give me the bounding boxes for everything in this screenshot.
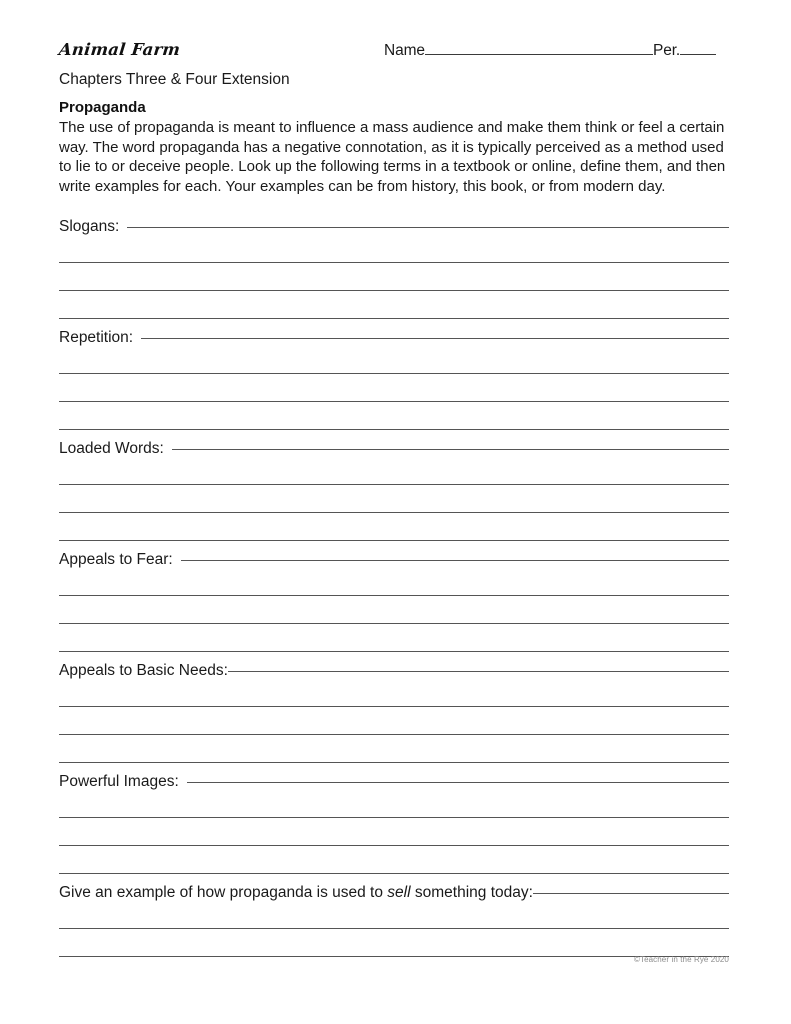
answer-blank-line[interactable] <box>59 845 729 846</box>
answer-blank-line[interactable] <box>59 429 729 430</box>
prompt-label: Give an example of how propaganda is used to sell something today: <box>59 884 533 901</box>
answer-blank-line[interactable] <box>59 651 729 652</box>
worksheet-header <box>59 40 729 66</box>
answer-blank-line[interactable] <box>59 262 729 263</box>
prompt-group <box>59 884 729 906</box>
prompt-label: Powerful Images: <box>59 773 179 790</box>
answer-blank-line[interactable] <box>59 401 729 402</box>
prompt-group <box>59 440 729 462</box>
prompt-row <box>59 884 729 906</box>
answer-rule[interactable] <box>533 893 729 894</box>
answer-blank-line[interactable] <box>59 512 729 513</box>
prompt-row <box>59 440 729 462</box>
prompt-row <box>59 662 729 684</box>
prompt-label: Repetition: <box>59 329 134 346</box>
prompt-group <box>59 551 729 573</box>
worksheet-content <box>59 0 729 1024</box>
answer-rule[interactable] <box>181 560 729 561</box>
answer-rule[interactable] <box>228 671 729 672</box>
prompt-label: Loaded Words: <box>59 440 164 457</box>
answer-blank-line[interactable] <box>59 290 729 291</box>
worksheet-subtitle: Chapters Three & Four Extension <box>59 71 290 88</box>
answer-blank-line[interactable] <box>59 928 729 929</box>
prompt-row <box>59 773 729 795</box>
answer-blank-line[interactable] <box>59 734 729 735</box>
answer-blank-line[interactable] <box>59 873 729 874</box>
footer-copyright: ©Teacher in the Rye 2020 <box>633 955 729 964</box>
prompt-label: Slogans: <box>59 218 120 235</box>
prompt-label-emphasis: sell <box>387 884 411 901</box>
answer-blank-line[interactable] <box>59 484 729 485</box>
answer-blank-line[interactable] <box>59 318 729 319</box>
answer-blank-line[interactable] <box>59 373 729 374</box>
intro-paragraph: The use of propaganda is meant to influence a mass audience and make them think or feel a certain way. The word propaganda has a negative connotation, as it is typically perceived as a method used to lie to or deceive people. Look up the following terms in a textbook or online, define them, and then write examples for each. Your examples can be from history, this book, or from modern day. <box>59 119 726 195</box>
name-period-field <box>384 42 716 60</box>
name-input-rule[interactable] <box>425 54 653 55</box>
answer-blank-line[interactable] <box>59 623 729 624</box>
period-input-rule[interactable] <box>680 54 716 55</box>
prompt-row <box>59 551 729 573</box>
answer-blank-line[interactable] <box>59 762 729 763</box>
period-label: Per. <box>652 42 681 59</box>
answer-rule[interactable] <box>141 338 729 339</box>
answer-blank-line[interactable] <box>59 706 729 707</box>
answer-blank-line[interactable] <box>59 817 729 818</box>
answer-blank-line[interactable] <box>59 540 729 541</box>
answer-rule[interactable] <box>172 449 729 450</box>
prompt-row <box>59 329 729 351</box>
book-title: Animal Farm <box>58 40 182 59</box>
prompt-group <box>59 662 729 684</box>
prompt-label: Appeals to Fear: <box>59 551 173 568</box>
prompt-group <box>59 773 729 795</box>
prompt-label: Appeals to Basic Needs: <box>59 662 228 679</box>
prompt-row <box>59 218 729 240</box>
prompt-group <box>59 329 729 351</box>
answer-rule[interactable] <box>127 227 729 228</box>
name-label: Name <box>384 42 425 59</box>
answer-rule[interactable] <box>187 782 729 783</box>
answer-blank-line[interactable] <box>59 595 729 596</box>
section-heading-propaganda: Propaganda <box>59 99 146 116</box>
prompt-group <box>59 218 729 240</box>
